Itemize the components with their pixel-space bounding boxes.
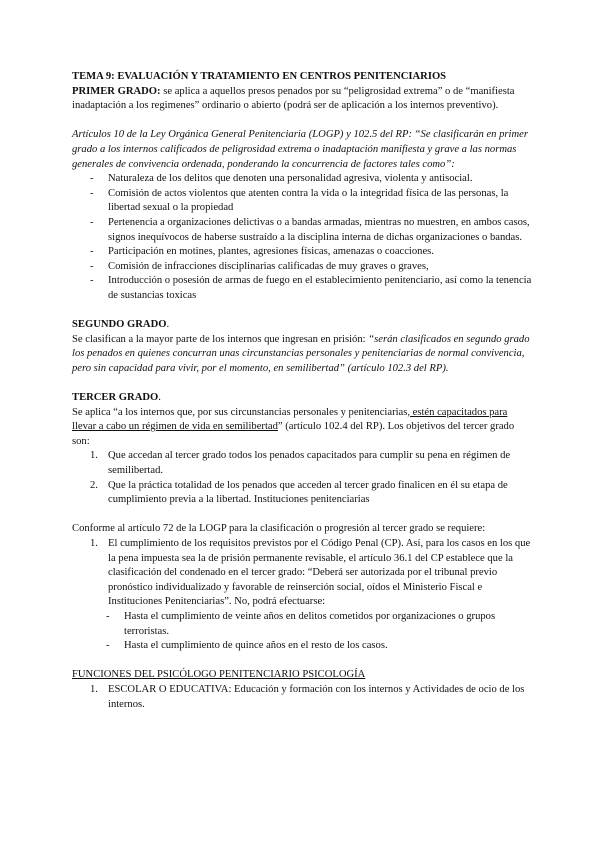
list-number: 1. (90, 450, 98, 462)
primer-grado-heading: PRIMER GRADO: (72, 85, 161, 97)
segundo-grado-paragraph (72, 333, 532, 377)
primer-grado-text: se aplica a aquellos presos penados por su “peligrosidad extrema” o de “manifiesta inadaptación a los regimenes” ordinario o abierto (podrá ser de aplicación a los internos preventivo). (72, 85, 515, 112)
segundo-grado-heading: SEGUNDO GRADO (72, 319, 167, 331)
list-item: - Participación en motines, plantes, agresiones físicas, amenazas o coacciones. (90, 245, 532, 260)
segundo-grado-quote: “serán clasificados en segundo grado los penados en quienes concurran unas circunstancias personales y penitenciarias de normal convivencia, pero sin capacidad para vivir, por el momento, en semilibertad” (artículo 102.3 del RP). (72, 333, 530, 374)
primer-grado-factors-list (72, 172, 532, 303)
tercer-grado-dot: . (158, 392, 161, 404)
tercer-grado-heading-line (72, 391, 532, 406)
list-item: - Hasta el cumplimiento de quince años en el resto de los casos. (106, 639, 532, 654)
list-item: - Hasta el cumplimiento de veinte años en delitos cometidos por organizaciones o grupos terroristas. (106, 610, 532, 639)
funciones-list (72, 683, 532, 712)
list-number: 1. (90, 538, 98, 549)
list-item: - Naturaleza de los delitos que denoten una personalidad agresiva, violenta y antisocial. (90, 172, 532, 187)
funciones-heading: FUNCIONES DEL PSICÓLOGO PENITENCIARIO PSICOLOGÍA (72, 669, 366, 681)
tercer-grado-paragraph (72, 406, 532, 450)
list-item: - Comisión de actos violentos que atenten contra la vida o la integridad física de las personas, la libertad sexual o la propiedad (90, 187, 532, 216)
list-item: - Pertenencia a organizaciones delictivas o a bandas armadas, mientras no muestren, en ambos casos, signos inequívocos de haberse sustraído a la disciplina interna de dichas organizaciones o bandas. (90, 216, 532, 245)
list-number: 2. (90, 479, 98, 491)
list-number: 1. (90, 683, 98, 695)
list-item: - Comisión de infracciones disciplinarias calificadas de muy graves o graves, (90, 260, 532, 275)
tercer-grado-text-1: Se aplica “a los internos que, por sus circunstancias personales y penitenciarias, (72, 406, 411, 418)
list-item (90, 537, 532, 610)
tercer-grado-text-2: ” (artículo 102.4 del RP). Los objetivos del tercer grado son: (72, 421, 515, 447)
list-item (90, 449, 532, 478)
conforme-sub-list (72, 610, 532, 654)
conforme-paragraph: Conforme al artículo 72 de la LOGP para la clasificación o progresión al tercer grado se requiere: (72, 523, 486, 535)
list-item (90, 479, 532, 508)
tercer-grado-objectives-list (72, 449, 532, 507)
list-item (90, 683, 532, 712)
primer-grado-quote: Artículos 10 de la Ley Orgánica General Penitenciaria (LOGP) y 102.5 del RP: “Se clasificarán en primer grado a los internos calificados de peligrosidad extrema o inadaptación manifiesta y grave a las normas generales de convivencia ordenada, ponderando la concurrencia de factores tales como”: (72, 129, 528, 170)
conforme-requirements-list (72, 537, 532, 610)
document-page (72, 70, 532, 712)
list-item-text: Que accedan al tercer grado todos los penados capacitados para cumplir su pena en régimen de semilibertad. (108, 450, 511, 477)
list-item-text: El cumplimiento de los requisitos previstos por el Código Penal (CP). Así, para los casos en los que la pena impuesta sea la de prisión permanente revisable, el artículo 36.1 del CP establece que la clasificación del condenado en el tercer grado: “Deberá ser autorizada por el tribunal previo pronóstico individualizado y favorable de reinserción social, oídos el Ministerio Fiscal e Instituciones Penitenciarias”. No, podrá efectuarse: (108, 538, 531, 608)
list-item-label: ESCOLAR O EDUCATIVA: (108, 683, 232, 695)
tercer-grado-underlined-text: estén capacitados para llevar a cabo un régimen de vida en semilibertad (72, 406, 508, 433)
primer-grado-paragraph (72, 85, 532, 114)
segundo-grado-text: Se clasifican a la mayor parte de los internos que ingresan en prisión: (72, 333, 369, 345)
document-title: TEMA 9: EVALUACIÓN Y TRATAMIENTO EN CENTROS PENITENCIARIOS (72, 71, 447, 82)
tercer-grado-heading: TERCER GRADO (72, 392, 159, 404)
list-item-text: Educación y formación con los internos y Actividades de ocio de los internos. (108, 683, 525, 710)
list-item-text: Que la práctica totalidad de los penados que acceden al tercer grado finalicen en él su etapa de cumplimiento previa a la libertad. Instituciones penitenciarias (108, 479, 508, 506)
segundo-grado-heading-line (72, 318, 532, 333)
list-item: - Introducción o posesión de armas de fuego en el establecimiento penitenciario, así como la tenencia de sustancias toxicas (90, 274, 532, 303)
segundo-grado-dot: . (166, 319, 170, 331)
